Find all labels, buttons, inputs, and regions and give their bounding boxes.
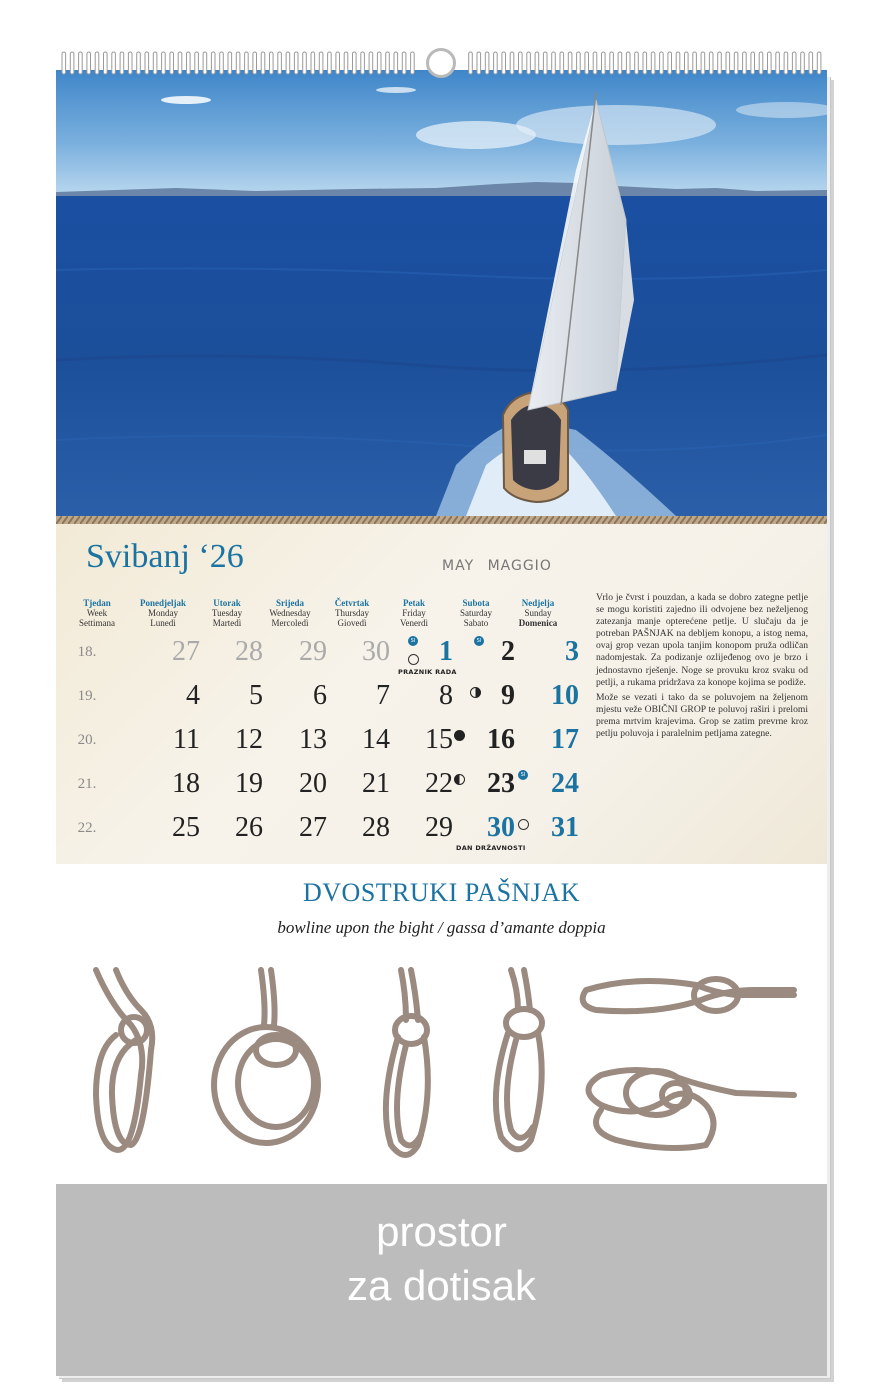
spiral-ring — [386, 52, 390, 74]
calendar-day: 13 — [299, 724, 327, 755]
spiral-ring — [62, 52, 66, 74]
calendar-day: 3 — [565, 636, 579, 667]
spiral-ring — [336, 52, 340, 74]
week-number: 18. — [77, 644, 97, 660]
spiral-ring — [709, 52, 713, 74]
spiral-ring — [211, 52, 215, 74]
spiral-ring — [170, 52, 174, 74]
knot-step-3-icon — [386, 970, 428, 1155]
calendar-day: 26 — [235, 812, 263, 843]
spiral-ring — [137, 52, 141, 74]
spiral-ring — [718, 52, 722, 74]
spiral-ring — [743, 52, 747, 74]
calendar-day: 22 — [425, 768, 453, 799]
weekday-name: Četvrtak — [334, 598, 370, 608]
spiral-ring — [560, 52, 564, 74]
spiral-ring — [261, 52, 265, 74]
spiral-ring — [734, 52, 738, 74]
spiral-ring — [70, 52, 74, 74]
spiral-ring — [303, 52, 307, 74]
spiral-ring — [543, 52, 547, 74]
spiral-ring — [792, 52, 796, 74]
calendar-day: 28 — [362, 812, 390, 843]
spiral-ring — [485, 52, 489, 74]
weekday-name: Nedjelja — [521, 598, 555, 608]
spiral-ring — [776, 52, 780, 74]
weekday-name-en: Friday — [402, 608, 426, 618]
spiral-ring — [319, 52, 323, 74]
week-number: 19. — [77, 688, 97, 704]
month-alt-names — [442, 558, 560, 574]
spiral-ring — [394, 52, 398, 74]
spiral-ring — [519, 52, 523, 74]
spiral-ring — [768, 52, 772, 74]
spiral-ring — [236, 52, 240, 74]
spiral-ring — [751, 52, 755, 74]
weekday-name-it: Mercoledì — [271, 618, 309, 628]
spiral-ring — [510, 52, 514, 74]
calendar-day: 4 — [186, 680, 200, 711]
spiral-ring — [203, 52, 207, 74]
spiral-ring — [294, 52, 298, 74]
spiral-ring — [502, 52, 506, 74]
calendar-day: 10 — [551, 680, 579, 711]
sailboat-photo — [56, 70, 827, 516]
calendar-day: 16 — [487, 724, 515, 755]
calendar-day: 18 — [172, 768, 200, 799]
calendar-grid-section — [56, 524, 827, 864]
knot-description — [596, 592, 808, 740]
spiral-ring — [120, 52, 124, 74]
weekday-header — [317, 598, 387, 628]
calendar-page — [56, 70, 827, 1376]
calendar-day: 9 — [501, 680, 515, 711]
spiral-ring — [817, 52, 821, 74]
calendar-day: 23 — [487, 768, 515, 799]
spiral-ring — [477, 52, 481, 74]
weekday-name-it: Settimana — [79, 618, 115, 628]
spiral-ring — [377, 52, 381, 74]
new-moon-icon — [454, 730, 465, 741]
knot-subtitle: bowline upon the bight / gassa d’amante doppia — [277, 918, 606, 937]
spiral-ring — [668, 52, 672, 74]
spiral-ring — [153, 52, 157, 74]
spiral-ring — [195, 52, 199, 74]
holiday-label: PRAZNIK RADA — [398, 668, 457, 676]
calendar-day: 29 — [425, 812, 453, 843]
spiral-ring — [220, 52, 224, 74]
calendar-day: 27 — [299, 812, 327, 843]
calendar-day: 30 — [362, 636, 390, 667]
spiral-ring — [286, 52, 290, 74]
spiral-ring — [79, 52, 83, 74]
weekday-name-it: Sabato — [463, 618, 489, 628]
calendar-day: 29 — [299, 636, 327, 667]
print-space-line1: prostor — [376, 1208, 507, 1255]
calendar-day: 27 — [172, 636, 200, 667]
week-number: 21. — [77, 776, 97, 792]
spiral-ring — [162, 52, 166, 74]
spiral-ring — [577, 52, 581, 74]
weekday-header — [379, 598, 449, 628]
spiral-ring — [552, 52, 556, 74]
spiral-ring — [95, 52, 99, 74]
spiral-ring — [651, 52, 655, 74]
month-title: Svibanj ‘26 — [86, 538, 244, 575]
weekday-name-en: Tuesday — [211, 608, 243, 618]
calendar-day: 19 — [235, 768, 263, 799]
spiral-ring — [328, 52, 332, 74]
weekday-name-en: Sunday — [524, 608, 552, 618]
rope-divider — [56, 516, 827, 524]
spiral-ring — [278, 52, 282, 74]
weekday-name-it: Martedì — [212, 618, 242, 628]
spiral-ring — [676, 52, 680, 74]
spiral-ring — [568, 52, 572, 74]
calendar-day: 15 — [425, 724, 453, 755]
spiral-ring — [784, 52, 788, 74]
full-moon-icon — [518, 819, 529, 830]
print-space-line2: za dotisak — [346, 1262, 537, 1309]
si-badge-icon: SI — [474, 636, 484, 646]
spiral-ring — [469, 52, 473, 74]
calendar-day: 1 — [439, 636, 453, 667]
knot-step-5-icon — [583, 979, 794, 1148]
spiral-ring — [527, 52, 531, 74]
spiral-ring — [104, 52, 108, 74]
spiral-ring — [701, 52, 705, 74]
calendar-day: 14 — [362, 724, 390, 755]
week-number: 22. — [77, 820, 97, 836]
holiday-label: DAN DRŽAVNOSTI — [456, 844, 526, 852]
spiral-ring — [402, 52, 406, 74]
weekday-name-en: Week — [86, 608, 108, 618]
spiral-ring — [801, 52, 805, 74]
knot-step-1-icon — [96, 970, 152, 1150]
spiral-ring — [344, 52, 348, 74]
week-number: 20. — [77, 732, 97, 748]
weekday-header — [441, 598, 511, 628]
weekday-name: Ponedjeljak — [140, 598, 186, 608]
spiral-ring — [685, 52, 689, 74]
spiral-ring — [494, 52, 498, 74]
weekday-name-it: Domenica — [518, 618, 558, 628]
weekday-name: Subota — [462, 598, 490, 608]
spiral-ring — [245, 52, 249, 74]
weekday-name-en: Wednesday — [269, 608, 311, 618]
knot-step-4-icon — [496, 970, 542, 1149]
weekday-name-en: Saturday — [460, 608, 492, 618]
spiral-ring — [809, 52, 813, 74]
weekday-name-en: Monday — [148, 608, 178, 618]
si-badge-icon: SI — [408, 636, 418, 646]
spiral-ring — [187, 52, 191, 74]
spiral-ring — [535, 52, 539, 74]
spiral-ring — [253, 52, 257, 74]
si-badge-icon: SI — [518, 770, 528, 780]
knot-title: DVOSTRUKI PAŠNJAK — [303, 878, 580, 907]
calendar-day: 20 — [299, 768, 327, 799]
spiral-ring — [87, 52, 91, 74]
weekday-name: Utorak — [213, 598, 241, 608]
calendar-day: 31 — [551, 812, 579, 843]
weekday-header — [62, 598, 132, 628]
weekday-header — [255, 598, 325, 628]
spiral-ring — [311, 52, 315, 74]
calendar-day: 24 — [551, 768, 579, 799]
spiral-ring — [635, 52, 639, 74]
spiral-ring — [369, 52, 373, 74]
spiral-ring — [602, 52, 606, 74]
calendar-day: 11 — [173, 724, 200, 755]
spiral-ring — [411, 52, 415, 74]
spiral-ring — [726, 52, 730, 74]
weekday-name-it: Giovedì — [337, 618, 367, 628]
spiral-ring — [353, 52, 357, 74]
calendar-day: 21 — [362, 768, 390, 799]
spiral-ring — [112, 52, 116, 74]
description-paragraph: Može se vezati i tako da se poluvojem na željenom mjestu veže OBIČNI GROP te poluvoj raširi i prelomi prema mrtvim krajevima. Grop se zatim prevrne kroz petlju poluvoja i paralelnim petljama zategne. — [596, 691, 808, 740]
calendar-day: 30 — [487, 812, 515, 843]
spiral-ring — [643, 52, 647, 74]
calendar-day: 17 — [551, 724, 579, 755]
spiral-ring — [361, 52, 365, 74]
spiral-ring — [228, 52, 232, 74]
knot-steps-illustration — [56, 965, 827, 1175]
spiral-ring — [660, 52, 664, 74]
weekday-name-it: Lunedì — [150, 618, 176, 628]
spiral-ring — [178, 52, 182, 74]
weekday-name: Petak — [403, 598, 425, 608]
calendar-day: 6 — [313, 680, 327, 711]
print-space-area — [56, 1184, 827, 1376]
spiral-ring — [693, 52, 697, 74]
spiral-ring — [759, 52, 763, 74]
calendar-day: 2 — [501, 636, 515, 667]
weekday-name-en: Thursday — [335, 608, 369, 618]
spiral-ring — [128, 52, 132, 74]
spiral-ring — [270, 52, 274, 74]
knot-step-2-icon — [214, 970, 318, 1143]
month-alt-it: MAGGIO — [487, 558, 552, 574]
calendar-day: 5 — [249, 680, 263, 711]
weekday-header — [128, 598, 198, 628]
spiral-ring — [145, 52, 149, 74]
full-moon-icon — [408, 654, 419, 665]
weekday-name: Srijeda — [276, 598, 304, 608]
spiral-ring — [610, 52, 614, 74]
month-alt-en: MAY — [442, 558, 475, 574]
weekday-name-it: Venerdì — [400, 618, 428, 628]
calendar-day: 25 — [172, 812, 200, 843]
calendar-day: 8 — [439, 680, 453, 711]
spiral-ring — [585, 52, 589, 74]
calendar-day: 12 — [235, 724, 263, 755]
spiral-ring — [593, 52, 597, 74]
last-quarter-moon-icon — [470, 687, 481, 698]
calendar-day: 7 — [376, 680, 390, 711]
first-quarter-moon-icon — [454, 774, 465, 785]
weekday-header — [192, 598, 262, 628]
spiral-ring — [626, 52, 630, 74]
spiral-ring — [618, 52, 622, 74]
description-paragraph: Vrlo je čvrst i pouzdan, a kada se dobro zategne petlje se mogu koristiti zajedno ili odvojene bez neželjenog zatezanja manje opterećene petlje. U slučaju da je potreban PAŠNJAK na debljem konopu, a istog nema, ovaj grop vezan upola tanjim konopom pruža odličan nadomjestak. Za podizanje ozlijeđenog ovo je brzo i jednostavno rješenje. Noge se provuku kroz svaku od petlji, a rukama pridržava za konope kojima se podiže. — [596, 592, 808, 688]
calendar-day: 28 — [235, 636, 263, 667]
weekday-name: Tjedan — [83, 598, 111, 608]
weekday-header — [503, 598, 573, 628]
hanger-hook — [426, 48, 456, 78]
